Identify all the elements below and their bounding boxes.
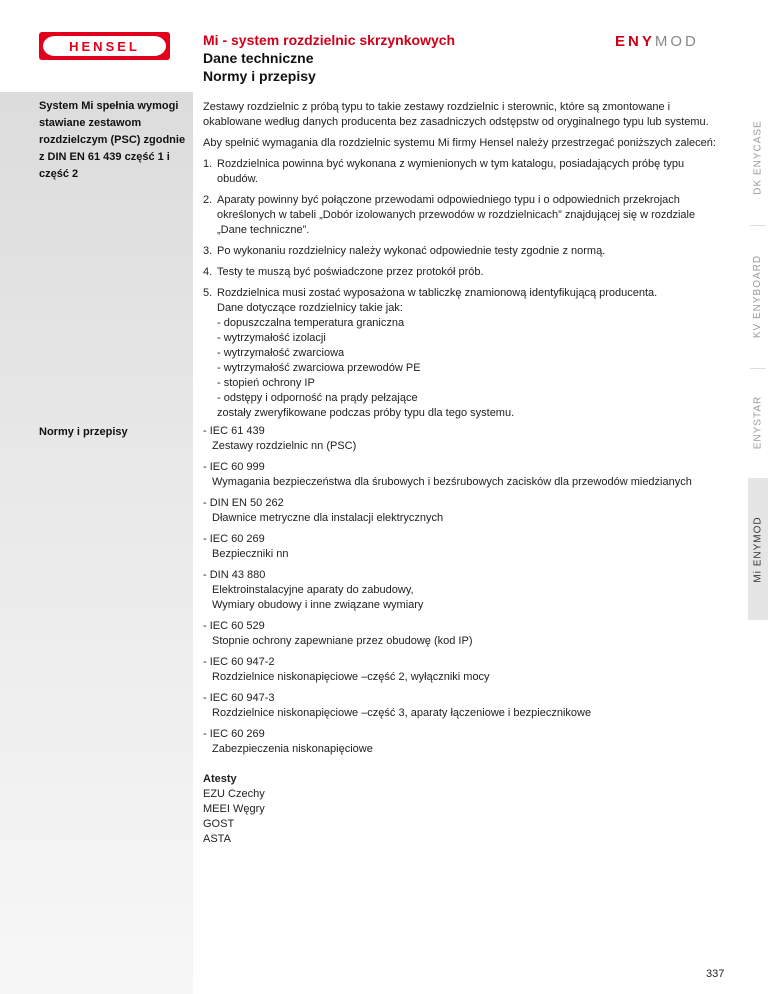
side-tabs [748,92,768,622]
tab-kv-envboard[interactable]: KV ENYBOARD [752,254,764,338]
page-section-title: Normy i przepisy [203,68,316,84]
list-item: 2. Aparaty powinny być połączone przewodami odpowiedniego typu i o odpowiednich przekrojach określonych w tabeli „Dobór izolowanych przewodów w rozdzielnicach” znajdującej się w rozdziale „Dane techniczne”. [203,194,696,236]
system-compliance-label: System Mi spełnia wymogi stawiane zestawom rozdzielczym (PSC) zgodnie z DIN EN 61 439 część 1 i część 2 [39,100,186,180]
tab-divider [750,225,766,226]
page-header [203,31,455,85]
standard-entry: - IEC 60 269 Bezpieczniki nn [203,533,289,560]
certificate-item: MEEI Węgry [203,803,265,815]
hensel-logo [39,32,170,60]
enymod-brand-logo: ENYMOD [615,33,699,50]
standard-entry: - IEC 60 529 Stopnie ochrony zapewniane przez obudowę (kod IP) [203,620,473,647]
certificates-heading: Atesty [203,773,237,785]
item5-details: Dane dotyczące rozdzielnicy takie jak: - dopuszczalna temperatura graniczna - wytrzymałość izolacji - wytrzymałość zwarciowa - wytrzymałość zwarciowa przewodów PE - stopień ochrony IP - odstępy i odporność na prądy pełzające zostały zweryfikowane podczas próby typu dla tego systemu. [217,302,515,419]
intro-paragraph-1: Zestawy rozdzielnic z próbą typu to takie zestawy rozdzielnic i sterownic, które są zmontowane i okablowane według danych producenta bez zasadniczych odstępstw od oryginalnego typu lub systemu. [203,101,709,128]
page-number: 337 [706,968,725,980]
certificate-item: GOST [203,818,235,830]
tab-dk-envcase[interactable]: DK ENYCASE [752,119,764,195]
tab-divider [750,368,766,369]
standard-entry: - IEC 60 269 Zabezpieczenia niskonapięciowe [203,728,373,755]
certificate-item: ASTA [203,833,231,845]
standards-section [203,424,718,757]
list-item: 3. Po wykonaniu rozdzielnicy należy wykonać odpowiednie testy zgodnie z normą. [203,245,606,257]
list-item: 4. Testy te muszą być poświadczone przez protokół prób. [203,266,484,278]
standard-entry: - DIN EN 50 262 Dławnice metryczne dla instalacji elektrycznych [203,497,444,524]
tab-mi-enymod[interactable]: Mi ENYMOD [748,478,768,620]
list-item: 5. Rozdzielnica musi zostać wyposażona w tabliczkę znamionową identyfikującą producenta. [203,287,658,299]
certificate-item: EZU Czechy [203,788,265,800]
requirements-section [203,100,718,421]
standard-entry: - IEC 61 439 Zestawy rozdzielnic nn (PSC) [203,425,357,452]
page-title: Mi - system rozdzielnic skrzynkowych [203,32,456,48]
standard-entry: - IEC 60 947-3 Rozdzielnice niskonapięciowe –część 3, aparaty łączeniowe i bezpiecznikowe [203,692,592,719]
tab-envstar[interactable]: ENYSTAR [752,395,764,449]
intro-paragraph-2: Aby spełnić wymagania dla rozdzielnic systemu Mi firmy Hensel należy przestrzegać poniższych zaleceń: [203,137,716,149]
list-item: 1. Rozdzielnica powinna być wykonana z wymienionych w tym katalogu, posiadających próbę typu obudów. [203,158,685,185]
standard-entry: - DIN 43 880 Elektroinstalacyjne aparaty do zabudowy, Wymiary obudowy i inne związane wymiary [203,569,424,611]
norms-label: Normy i przepisy [39,426,128,438]
certificates-section [203,772,718,847]
standard-entry: - IEC 60 947-2 Rozdzielnice niskonapięciowe –część 2, wyłączniki mocy [203,656,490,683]
page-subtitle: Dane techniczne [203,50,314,66]
left-sidebar-background [0,92,193,994]
logo-text: HENSEL [69,38,140,54]
standard-entry: - IEC 60 999 Wymagania bezpieczeństwa dla śrubowych i bezśrubowych zacisków dla przewodów miedzianych [203,461,692,488]
